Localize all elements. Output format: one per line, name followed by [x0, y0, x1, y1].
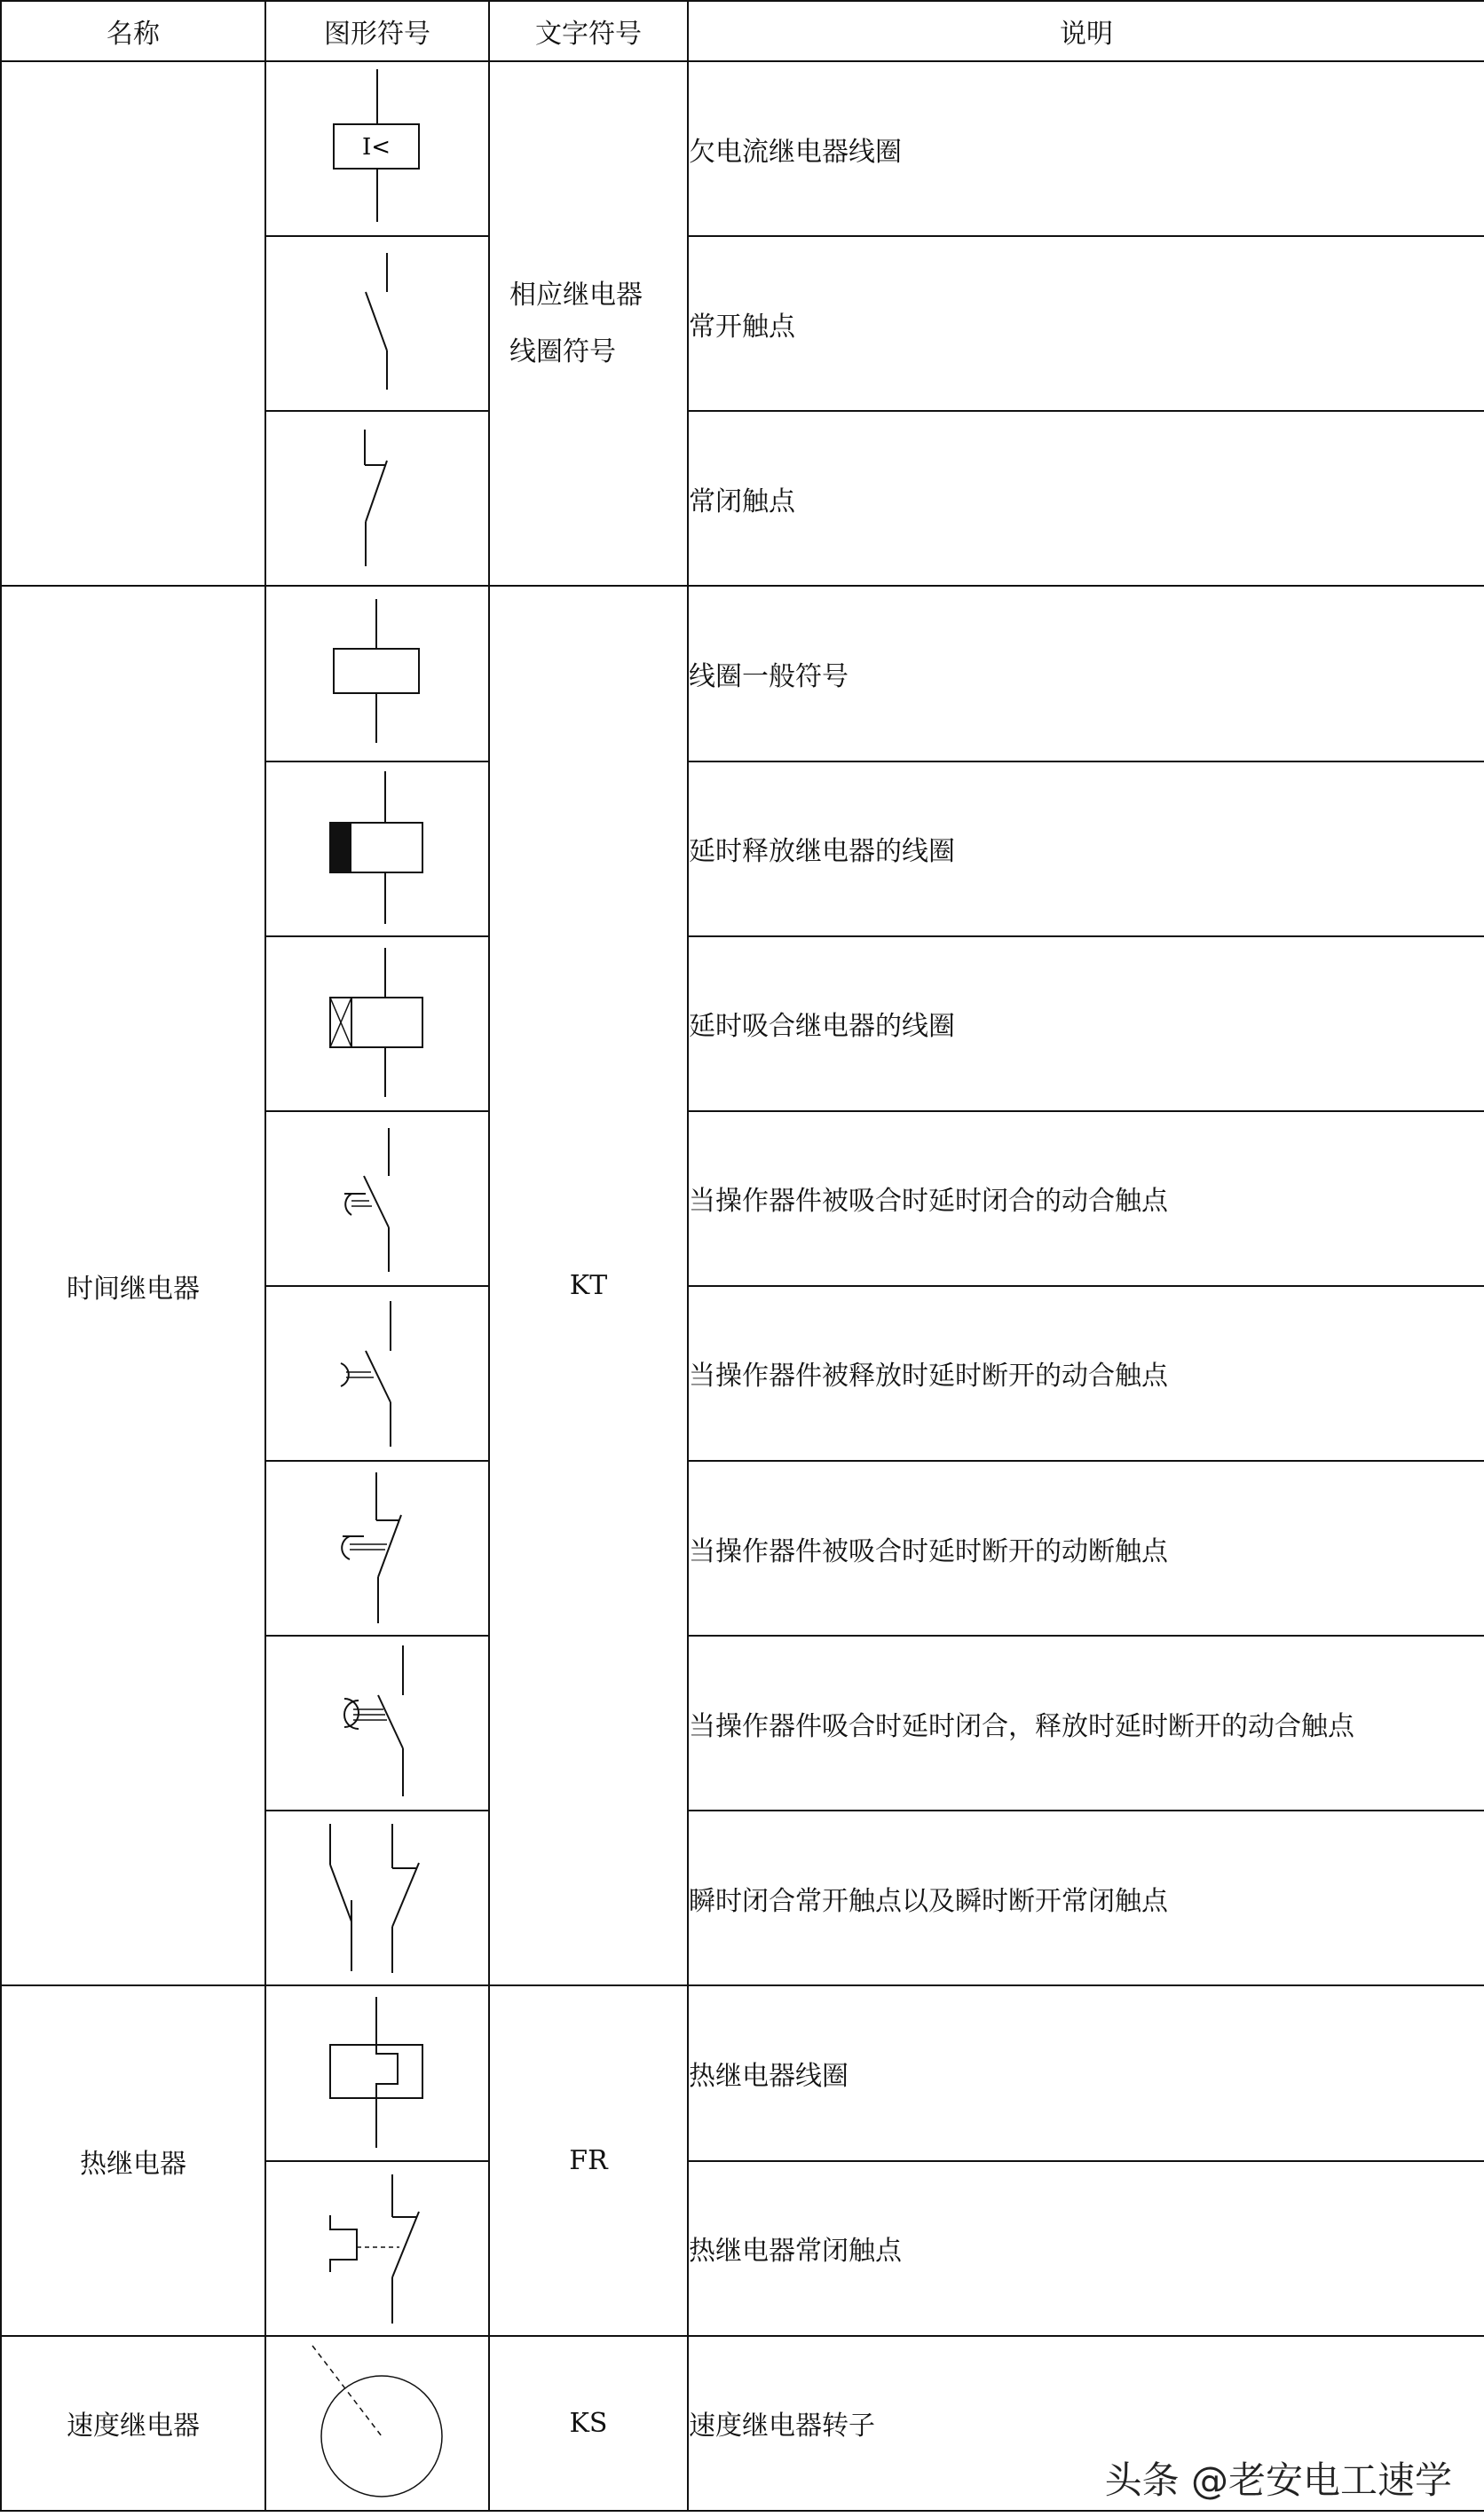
symbol-cell	[265, 1111, 489, 1286]
on-off-delay-no-contact-icon	[266, 1637, 488, 1810]
symbol-cell	[265, 1636, 489, 1811]
description-cell: 热继电器常闭触点	[688, 2161, 1484, 2336]
description-cell: 延时吸合继电器的线圈	[688, 936, 1484, 1111]
description-cell: 当操作器件被释放时延时断开的动合触点	[688, 1286, 1484, 1461]
group1-code-line1: 相应继电器	[509, 279, 643, 311]
symbol-cell	[265, 586, 489, 761]
group1-code-cell	[489, 61, 688, 586]
on-delay-nc-contact-icon	[266, 1462, 488, 1635]
delayed-release-coil-icon	[266, 762, 488, 935]
off-delay-no-contact-icon	[266, 1287, 488, 1460]
thermal-nc-contact-icon	[266, 2162, 488, 2335]
time-relay-name-cell: 时间继电器	[1, 586, 265, 1985]
coil-label: I<	[361, 134, 391, 162]
description-cell: 延时释放继电器的线圈	[688, 761, 1484, 936]
table-row	[1, 586, 1484, 761]
symbol-cell	[265, 2161, 489, 2336]
symbol-cell	[265, 936, 489, 1111]
group1-code-line2: 线圈符号	[509, 335, 616, 367]
thermal-relay-code-cell: FR	[489, 1985, 688, 2335]
symbol-cell	[265, 761, 489, 936]
description-cell: 常开触点	[688, 236, 1484, 411]
header-name: 名称	[1, 1, 265, 61]
normally-closed-contact-icon	[266, 412, 488, 585]
header-desc: 说明	[688, 1, 1484, 61]
description-cell: 热继电器线圈	[688, 1985, 1484, 2160]
thermal-relay-name-cell: 热继电器	[1, 1985, 265, 2335]
table-row	[1, 1985, 1484, 2160]
symbol-cell	[265, 1461, 489, 1636]
watermark: 头条 @老安电工速学	[1104, 2458, 1452, 2502]
description-cell: 当操作器件吸合时延时闭合，释放时延时断开的动合触点	[688, 1636, 1484, 1811]
speed-relay-name-cell: 速度继电器	[1, 2336, 265, 2511]
time-relay-code-cell: KT	[489, 586, 688, 1985]
description-cell: 当操作器件被吸合时延时断开的动断触点	[688, 1461, 1484, 1636]
description-cell: 当操作器件被吸合时延时闭合的动合触点	[688, 1111, 1484, 1286]
header-code: 文字符号	[489, 1, 688, 61]
header-symbol: 图形符号	[265, 1, 489, 61]
normally-open-contact-icon	[266, 237, 488, 410]
coil-general-icon	[266, 587, 488, 760]
symbol-cell	[265, 236, 489, 411]
speed-rotor-icon	[266, 2337, 488, 2510]
symbol-cell	[265, 1811, 489, 1985]
description-cell: 速度继电器转子	[688, 2336, 1484, 2511]
description-cell: 线圈一般符号	[688, 586, 1484, 761]
delayed-pickup-coil-icon	[266, 937, 488, 1110]
table-row	[1, 61, 1484, 236]
header-row	[1, 1, 1484, 61]
description-cell: 常闭触点	[688, 411, 1484, 586]
description-cell: 欠电流继电器线圈	[688, 61, 1484, 236]
on-delay-no-contact-icon	[266, 1112, 488, 1285]
symbol-cell	[265, 61, 489, 236]
symbol-cell	[265, 2336, 489, 2511]
symbol-cell	[265, 411, 489, 586]
group1-name-cell	[1, 61, 265, 586]
speed-relay-code-cell: KS	[489, 2336, 688, 2511]
thermal-element-icon	[266, 1986, 488, 2159]
symbol-cell	[265, 1985, 489, 2160]
symbol-cell	[265, 1286, 489, 1461]
instant-no-nc-contacts-icon	[266, 1811, 488, 1984]
undercurrent-coil-icon	[266, 62, 488, 235]
description-cell: 瞬时闭合常开触点以及瞬时断开常闭触点	[688, 1811, 1484, 1985]
